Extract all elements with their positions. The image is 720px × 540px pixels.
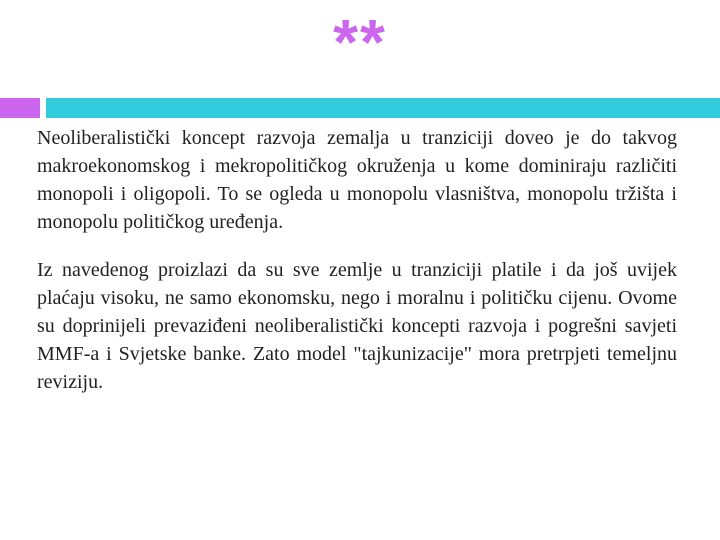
accent-bar-left: [0, 98, 40, 118]
slide-title-text: **: [333, 6, 387, 78]
accent-bar-right: [46, 98, 720, 118]
paragraph-1: Neoliberalistički koncept razvoja zemalja u tranziciji doveo je do takvog makroekonomskog i mekropolitičkog okruženja u kome dominiraju različiti monopoli i oligopoli. To se ogleda u monopolu vlasništva, monopolu tržišta i monopolu političkog uređenja.: [37, 127, 677, 233]
slide-title: [0, 6, 720, 78]
slide-body: [37, 124, 677, 416]
paragraph-2: Iz navedenog proizlazi da su sve zemlje u tranziciji platile i da još uvijek plaćaju visoku, ne samo ekonomsku, nego i moralnu i političku cijenu. Ovome su doprinijeli prevaziđeni neoliberalistički koncepti razvoja i pogrešni savjeti MMF-a i Svjetske banke. Zato model "tajkunizacije" mora pretrpjeti temeljnu reviziju.: [37, 259, 677, 393]
